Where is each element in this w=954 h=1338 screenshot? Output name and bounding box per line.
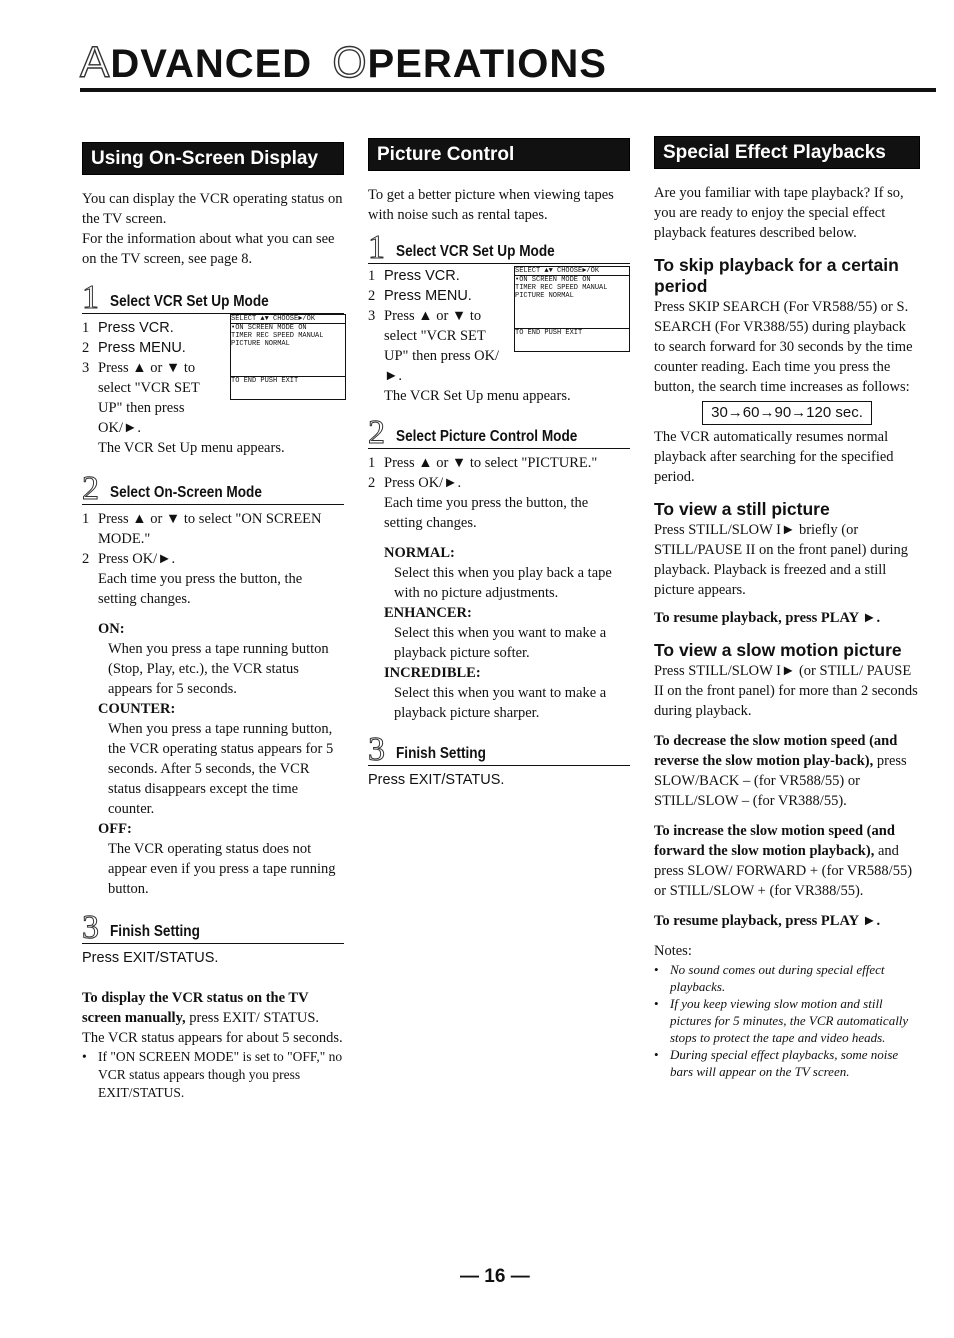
list-item: 1 Press ▲ or ▼ to select "ON SCREEN MODE." — [82, 511, 322, 547]
skip-after: The VCR automatically resumes normal playback after searching for the specified period. — [654, 429, 894, 485]
setting-term: OFF: — [98, 821, 132, 837]
skip-text: Press SKIP SEARCH (For VR588/55) or S. SEARCH (For VR388/55) during playback to search forward for 30 seconds by the time counter reading. Each time you press the button, the search time increases as follows: — [654, 299, 913, 395]
step-heading — [368, 731, 630, 768]
setting-description: When you press a tape running button, the VCR operating status appears for 5 seconds. After 5 seconds, the VCR status disappears except the time counter. — [108, 721, 334, 817]
step-heading — [368, 229, 630, 266]
column-picture-control — [368, 138, 630, 790]
column-on-screen-display — [82, 142, 344, 1102]
still-heading: To view a still picture — [654, 499, 830, 519]
list-item: 3 Press ▲ or ▼ to select "VCR SET UP" then press OK/►. — [368, 308, 500, 384]
setting-description: Select this when you play back a tape with no picture adjustments. — [394, 565, 612, 601]
step-heading — [82, 279, 344, 316]
title-o-glyph: O — [332, 38, 368, 87]
intro-text: Are you familiar with tape playback? If so, you are ready to enjoy the special effect playback features described below. — [654, 185, 904, 241]
skip-heading: To skip playback for a certain period — [654, 255, 899, 296]
list-item: 2 Press MENU. — [82, 340, 186, 356]
notes-label: Notes: — [654, 943, 692, 959]
section-header-on-screen-display: Using On-Screen Display — [82, 142, 344, 175]
setting-term: ENHANCER: — [384, 605, 472, 621]
intro-text-2: For the information about what you can see on the TV screen, see page 8. — [82, 231, 335, 267]
intro-text: To get a better picture when viewing tapes with noise such as rental tapes. — [368, 187, 614, 223]
list-item: 1 Press VCR. — [82, 320, 174, 336]
step-number: 2 — [368, 414, 385, 451]
slow-decrease: To decrease the slow motion speed (and reverse the slow motion play-back), press SLOW/BACK – (for VR588/55) or STILL/SLOW – (for VR388/55). — [654, 733, 907, 809]
osd-menu-screen: SELECT ▲▼ CHOOSE►/OK •ON SCREEN MODE ON TIMER REC SPEED MANUAL PICTURE NORMAL TO END PUSH EXIT — [230, 314, 346, 400]
section-header-special-effect: Special Effect Playbacks — [654, 136, 920, 169]
slow-increase: To increase the slow motion speed (and forward the slow motion playback), and press SLOW/ FORWARD + (for VR588/55) or STILL/SLOW + (for VR388/55). — [654, 823, 913, 899]
slow-heading: To view a slow motion picture — [654, 640, 902, 660]
step-heading — [368, 414, 630, 451]
step-instruction: Press EXIT/STATUS. — [82, 950, 219, 966]
step-title: Select Picture Control Mode — [396, 428, 578, 445]
still-text: Press STILL/SLOW I► briefly (or STILL/PAUSE II on the front panel) during playback. Playback is freezed and a still picture appears. — [654, 522, 908, 598]
list-item: 2 Press OK/►. — [368, 475, 462, 491]
note-item: • No sound comes out during special effect playbacks. — [654, 962, 885, 994]
step-number: 1 — [82, 279, 99, 316]
setting-description: The VCR operating status does not appear even if you press a tape running button. — [108, 841, 336, 897]
list-item: 2 Press OK/►. — [82, 551, 176, 567]
step-heading — [82, 909, 344, 946]
bullet-note: • If "ON SCREEN MODE" is set to "OFF," no VCR status appears though you press EXIT/STATUS. — [82, 1049, 343, 1100]
step-title: Finish Setting — [110, 923, 200, 940]
page-title — [80, 38, 607, 88]
intro-text-1: You can display the VCR operating status on the TV screen. — [82, 191, 343, 227]
step-result: The VCR Set Up menu appears. — [98, 440, 285, 456]
setting-term: COUNTER: — [98, 701, 176, 717]
slow-text: Press STILL/SLOW I► (or STILL/ PAUSE II on the front panel) for more than 2 seconds during playback. — [654, 663, 918, 719]
step-number: 3 — [368, 731, 385, 768]
step-number: 3 — [82, 909, 99, 946]
list-item: 2 Press MENU. — [368, 288, 472, 304]
list-item: 1 Press ▲ or ▼ to select "PICTURE." — [368, 455, 598, 471]
list-item: 3 Press ▲ or ▼ to select "VCR SET UP" then press OK/►. — [82, 360, 200, 436]
note-item: • If you keep viewing slow motion and still pictures for 5 minutes, the VCR automatically stops to protect the tape and video heads. — [654, 996, 909, 1045]
setting-term: INCREDIBLE: — [384, 665, 481, 681]
step-title: Select On-Screen Mode — [110, 484, 262, 501]
step-result: Each time you press the button, the setting changes. — [384, 495, 589, 531]
setting-description: When you press a tape running button (Stop, Play, etc.), the VCR status appears for 5 seconds. — [108, 641, 329, 697]
note-item: • During special effect playbacks, some noise bars will appear on the TV screen. — [654, 1047, 899, 1079]
step-title: Select VCR Set Up Mode — [396, 243, 555, 260]
manual-display-text: To display the VCR status on the TV screen manually, press EXIT/ STATUS. The VCR status appears for about 5 seconds. — [82, 990, 343, 1046]
step-result: The VCR Set Up menu appears. — [384, 388, 571, 404]
setting-term: NORMAL: — [384, 545, 455, 561]
step-number: 1 — [368, 229, 385, 266]
step-number: 2 — [82, 470, 99, 507]
setting-description: Select this when you want to make a playback picture sharper. — [394, 685, 607, 721]
skip-sequence-box: 30→60→90→120 sec. — [702, 401, 872, 425]
slow-resume: To resume playback, press PLAY ►. — [654, 913, 881, 929]
step-result: Each time you press the button, the setting changes. — [98, 571, 303, 607]
column-special-effect — [654, 136, 920, 1080]
title-o-rest: PERATIONS — [367, 42, 607, 86]
title-a-rest: DVANCED — [110, 42, 313, 86]
title-a-glyph: A — [80, 38, 111, 87]
step-title: Select VCR Set Up Mode — [110, 293, 269, 310]
setting-term: ON: — [98, 621, 125, 637]
step-title: Finish Setting — [396, 745, 486, 762]
list-item: 1 Press VCR. — [368, 268, 460, 284]
step-instruction: Press EXIT/STATUS. — [368, 772, 505, 788]
osd-menu-screen: SELECT ▲▼ CHOOSE►/OK •ON SCREEN MODE ON TIMER REC SPEED MANUAL PICTURE NORMAL TO END PUSH EXIT — [514, 266, 630, 352]
title-rule — [80, 88, 936, 92]
still-resume: To resume playback, press PLAY ►. — [654, 610, 881, 626]
step-heading — [82, 470, 344, 507]
setting-description: Select this when you want to make a playback picture softer. — [394, 625, 607, 661]
section-header-picture-control: Picture Control — [368, 138, 630, 171]
page-number: — 16 — — [460, 1266, 530, 1287]
